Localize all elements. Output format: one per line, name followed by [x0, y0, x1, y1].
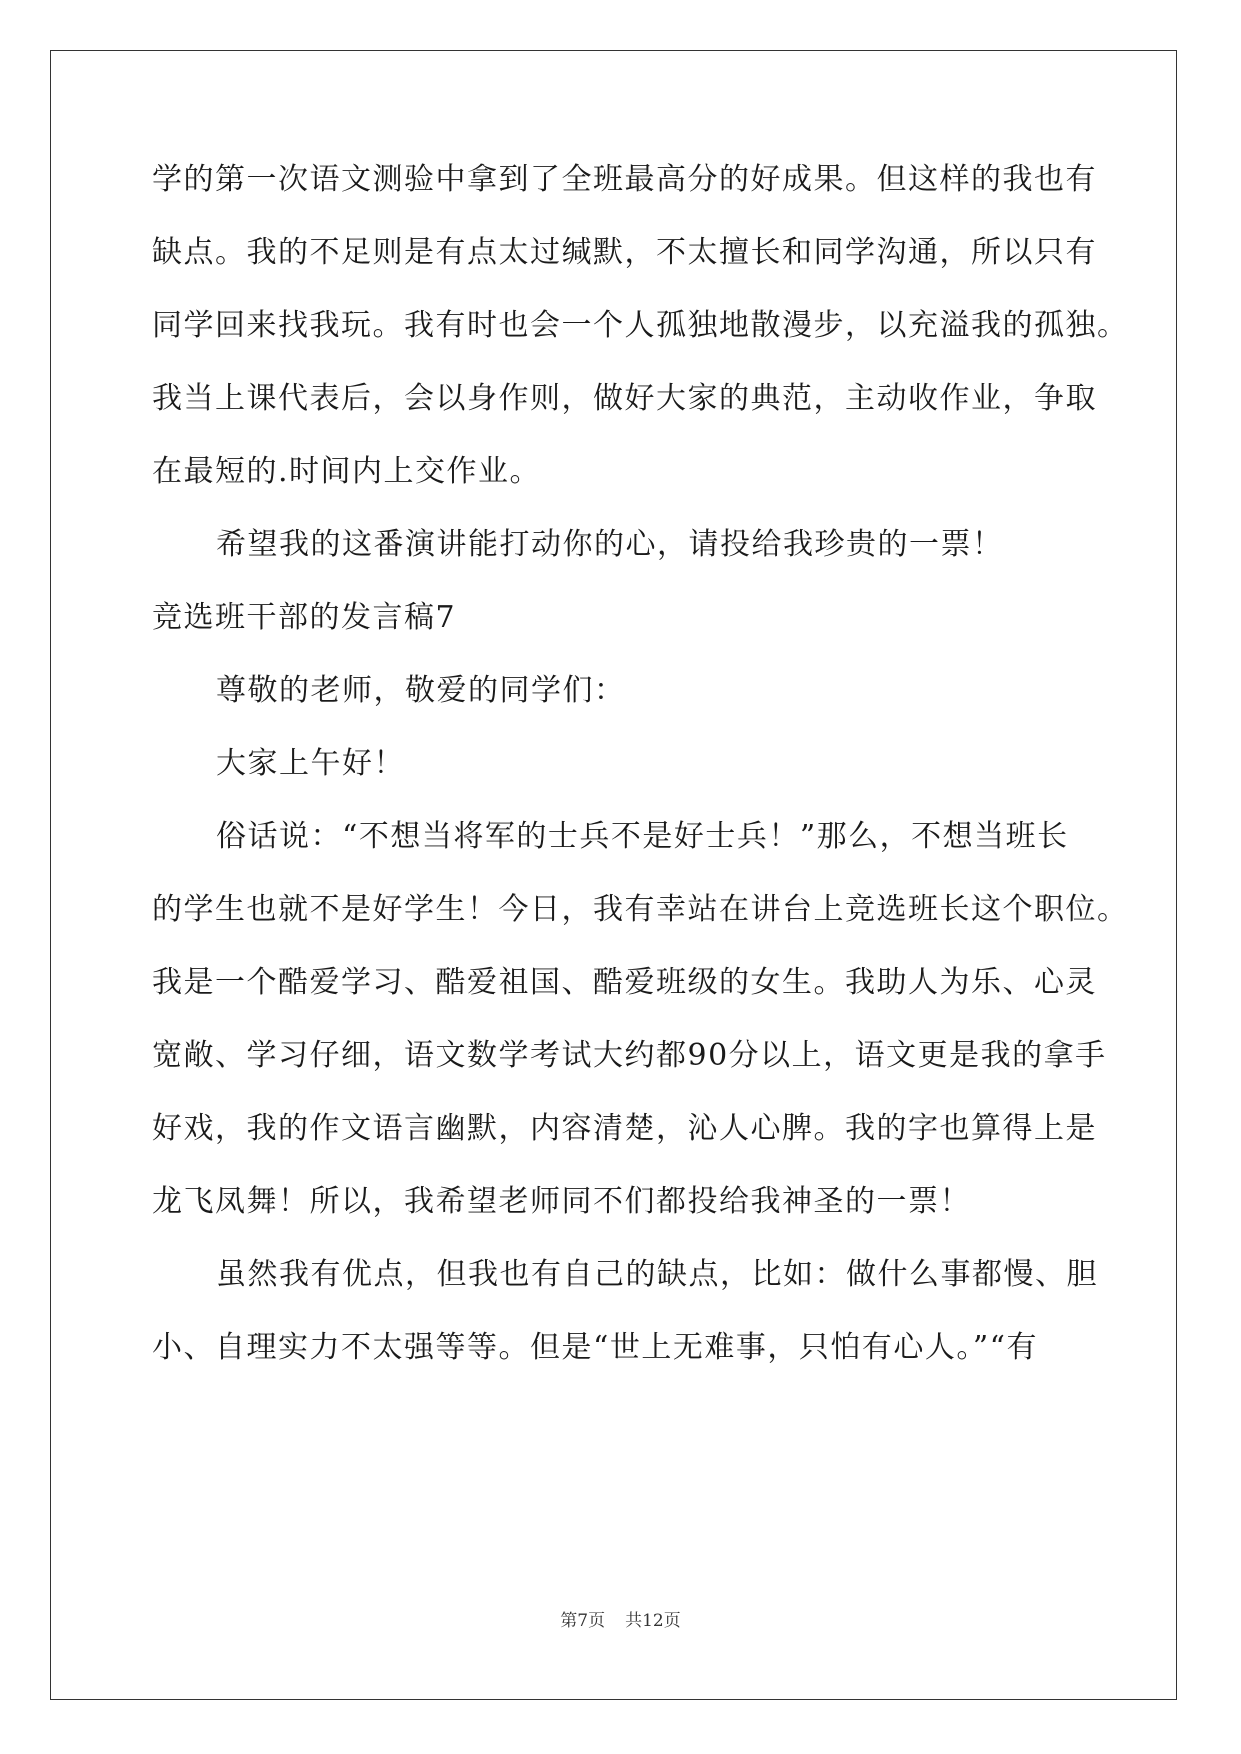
page-total: 共12页	[625, 1611, 681, 1631]
page-border	[50, 50, 1177, 1700]
page-footer	[0, 1606, 1241, 1631]
text-line: 好戏，我的作文语言幽默，内容清楚，沁人心脾。我的字也算得上是	[152, 1111, 1097, 1146]
text-line: 龙飞凤舞！所以，我希望老师同不们都投给我神圣的一票！	[152, 1184, 971, 1219]
text-line: 希望我的这番演讲能打动你的心，请投给我珍贵的一票！	[216, 527, 1004, 562]
text-line: 同学回来找我玩。我有时也会一个人孤独地散漫步，以充溢我的孤独。	[152, 308, 1129, 343]
greeting: 大家上午好！	[216, 746, 405, 781]
text-line: 缺点。我的不足则是有点太过缄默，不太擅长和同学沟通，所以只有	[152, 235, 1097, 270]
text-line: 俗话说：“不想当将军的士兵不是好士兵！”那么，不想当班长	[216, 819, 1069, 854]
section-heading: 竞选班干部的发言稿7	[152, 600, 457, 635]
text-line: 我当上课代表后，会以身作则，做好大家的典范，主动收作业，争取	[152, 381, 1097, 416]
salutation: 尊敬的老师，敬爱的同学们：	[216, 673, 626, 708]
text-line: 小、自理实力不太强等等。但是“世上无难事，只怕有心人。”“有	[152, 1330, 1039, 1365]
page-number: 第7页	[560, 1611, 606, 1631]
text-line: 学的第一次语文测验中拿到了全班最高分的好成果。但这样的我也有	[152, 162, 1097, 197]
text-line: 虽然我有优点，但我也有自己的缺点，比如：做什么事都慢、胆	[216, 1257, 1098, 1292]
text-line: 宽敞、学习仔细，语文数学考试大约都90分以上，语文更是我的拿手	[152, 1038, 1107, 1073]
text-line: 在最短的.时间内上交作业。	[152, 454, 542, 489]
text-line: 我是一个酷爱学习、酷爱祖国、酷爱班级的女生。我助人为乐、心灵	[152, 965, 1097, 1000]
text-line: 的学生也就不是好学生！今日，我有幸站在讲台上竞选班长这个职位。	[152, 892, 1129, 927]
